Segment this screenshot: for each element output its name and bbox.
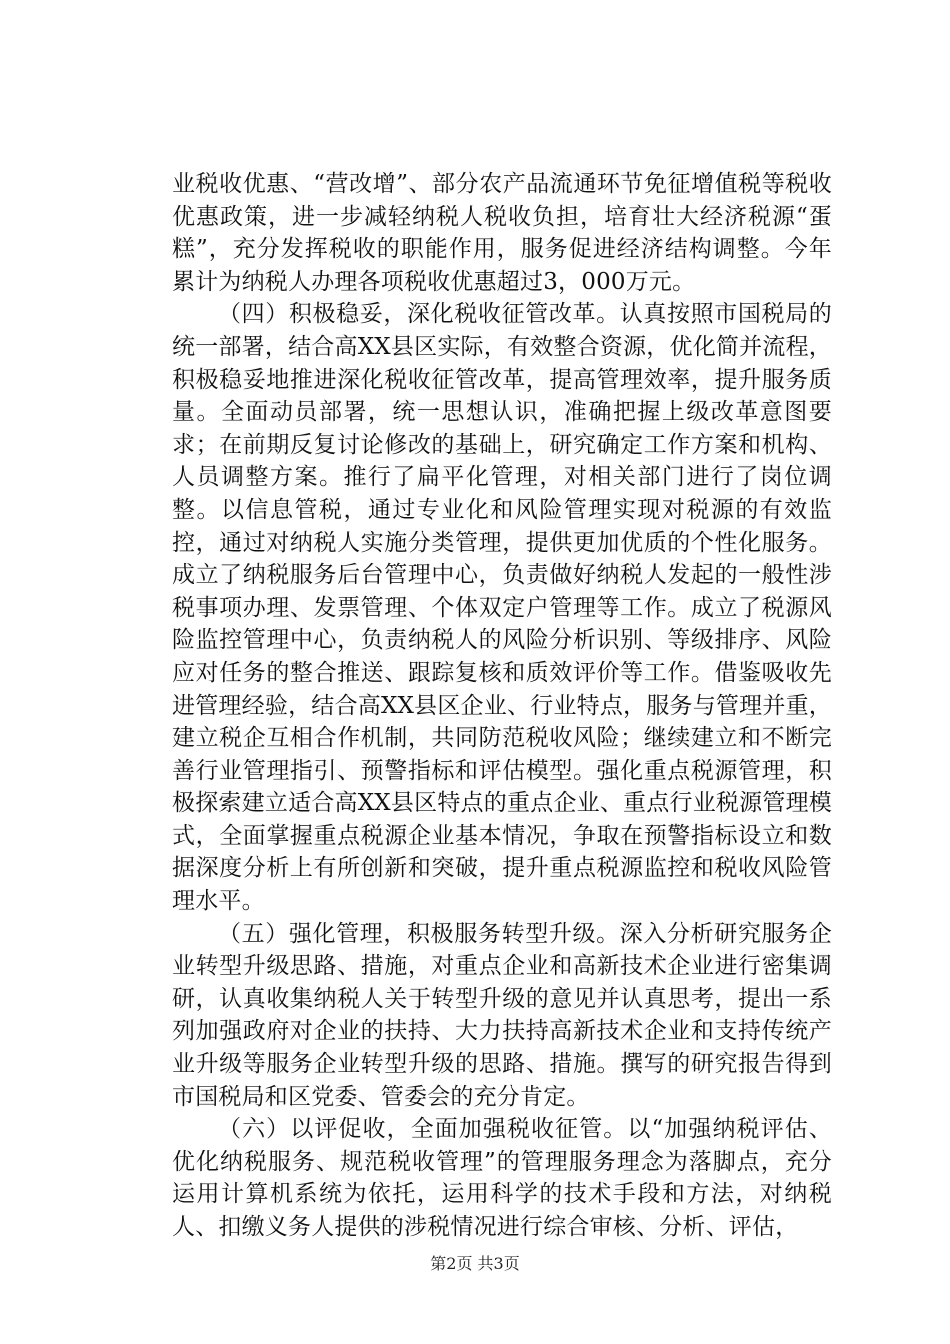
page-number-footer: 第2页 共3页	[430, 1254, 520, 1273]
paragraph-section-6: （六）以评促收，全面加强税收征管。以“加强纳税评估、优化纳税服务、规范税收管理”的管理服务理念为落脚点，充分运用计算机系统为依托，运用科学的技术手段和方法，对纳税人、扣缴义务人提供的涉税情况进行综合审核、分析、评估，	[172, 1116, 832, 1240]
paragraph-section-4: （四）积极稳妥，深化税收征管改革。认真按照市国税局的统一部署，结合高XX县区实际，有效整合资源，优化简并流程，积极稳妥地推进深化税收征管改革，提高管理效率，提升服务质量。全面动员部署，统一思想认识，准确把握上级改革意图要求；在前期反复讨论修改的基础上，研究确定工作方案和机构、人员调整方案。推行了扁平化管理，对相关部门进行了岗位调整。以信息管税，通过专业化和风险管理实现对税源的有效监控，通过对纳税人实施分类管理，提供更加优质的个性化服务。成立了纳税服务后台管理中心，负责做好纳税人发起的一般性涉税事项办理、发票管理、个体双定户管理等工作。成立了税源风险监控管理中心，负责纳税人的风险分析识别、等级排序、风险应对任务的整合推送、跟踪复核和质效评价等工作。借鉴吸收先进管理经验，结合高XX县区企业、行业特点，服务与管理并重，建立税企互相合作机制，共同防范税收风险；继续建立和不断完善行业管理指引、预警指标和评估模型。强化重点税源管理，积极探索建立适合高XX县区特点的重点企业、重点行业税源管理模式，全面掌握重点税源企业基本情况，争取在预警指标设立和数据深度分析上有所创新和突破，提升重点税源监控和税收风险管理水平。	[172, 301, 832, 915]
document-body	[172, 168, 832, 1244]
paragraph-section-5: （五）强化管理，积极服务转型升级。深入分析研究服务企业转型升级思路、措施，对重点企业和高新技术企业进行密集调研，认真收集纳税人关于转型升级的意见并认真思考，提出一系列加强政府对企业的扶持、大力扶持高新技术企业和支持传统产业升级等服务企业转型升级的思路、措施。撰写的研究报告得到市国税局和区党委、管委会的充分肯定。	[172, 920, 832, 1110]
paragraph-continuation: 业税收优惠、“营改增”、部分农产品流通环节免征增值税等税收优惠政策，进一步减轻纳税人税收负担，培育壮大经济税源“蛋糕”，充分发挥税收的职能作用，服务促进经济结构调整。今年累计为纳税人办理各项税收优惠超过3，000万元。	[172, 171, 832, 295]
